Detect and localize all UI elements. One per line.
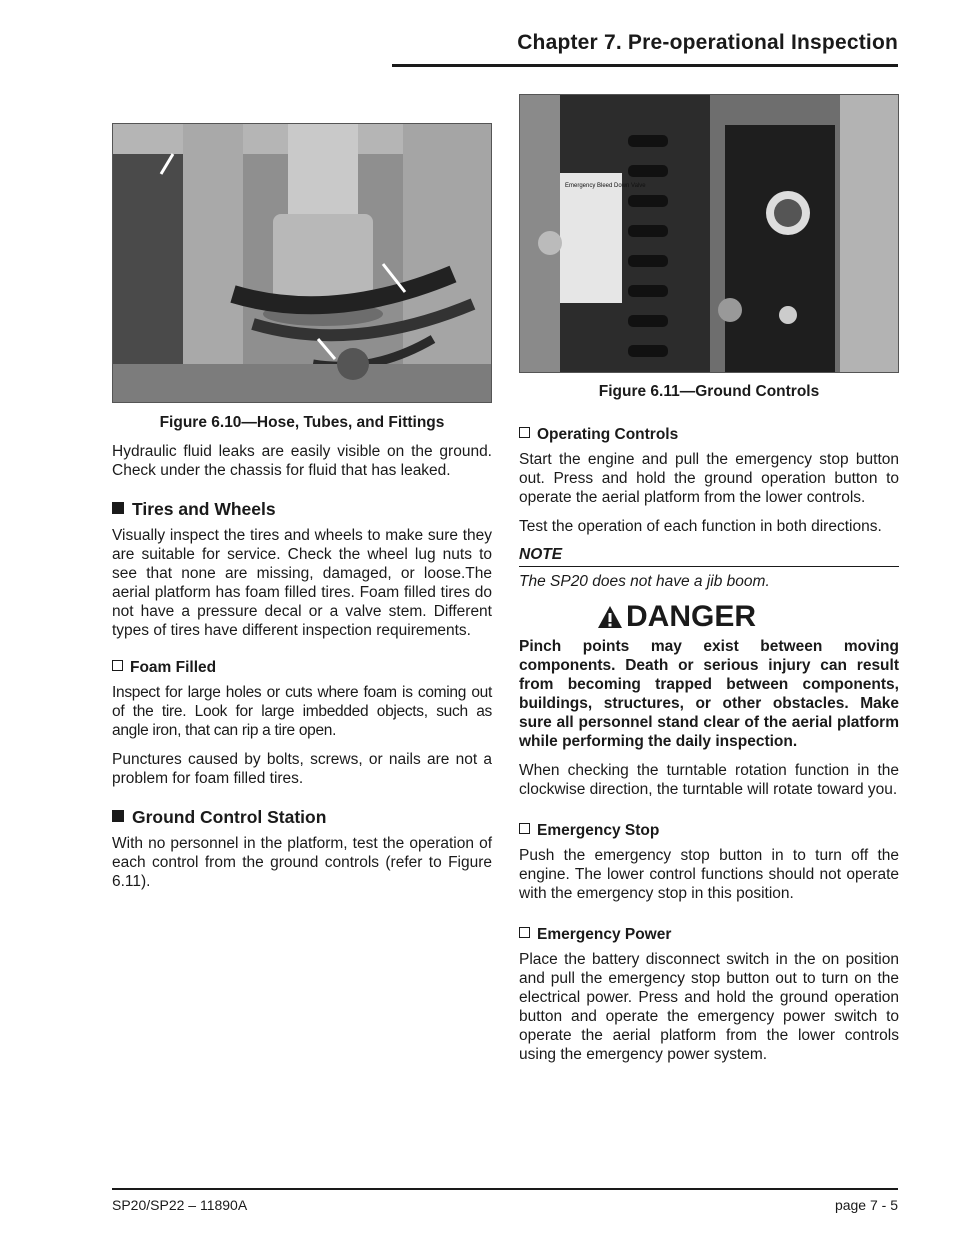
foam-filled-paragraph-1: Inspect for large holes or cuts where foam is coming out of the tire. Look for large imbedded objects, such as angle iron, that can rip a tire open. [112,684,492,739]
checkbox-bullet-icon [519,427,530,438]
emergency-stop-heading [519,821,899,840]
turntable-paragraph: When checking the turntable rotation function in the clockwise direction, the turntable will rotate toward you. [519,762,899,798]
note-heading: NOTE [519,546,899,567]
danger-label: DANGER [626,600,757,633]
danger-heading [597,601,899,633]
ground-control-station-heading [112,806,492,828]
danger-text: Pinch points may exist between moving components. Death or serious injury can result from becoming trapped between components, buildings, structures, or other obstacles. Make sure all personnel stand clear of the aerial platform while performing the daily inspection. [519,638,899,750]
operating-controls-heading [519,425,899,444]
right-column [519,425,899,1074]
operating-controls-paragraph-2: Test the operation of each function in both directions. [519,518,882,535]
tires-wheels-heading [112,498,492,520]
emergency-stop-paragraph: Push the emergency stop button in to turn off the engine. The lower control functions should not operate with the emergency stop in this position. [519,847,899,902]
footer-rule [112,1188,898,1190]
warning-triangle-icon [597,605,623,629]
emergency-stop-heading-text: Emergency Stop [537,822,660,839]
footer-page-number: page 7 - 5 [834,1197,898,1213]
foam-filled-paragraph-2: Punctures caused by bolts, screws, or nails are not a problem for foam filled tires. [112,751,492,787]
tires-wheels-heading-text: Tires and Wheels [132,499,276,519]
emergency-power-heading [519,925,899,944]
ground-control-station-heading-text: Ground Control Station [132,807,327,827]
hydraulic-leaks-paragraph: Hydraulic fluid leaks are easily visible on the ground. Check under the chassis for fluid that has leaked. [112,443,492,479]
emergency-power-paragraph: Place the battery disconnect switch in the on position and pull the emergency stop button out to turn on the electrical power. Press and hold the ground operation button and operate the emergency power switch to operate the aerial platform from the lower controls using the emergency power system. [519,951,899,1063]
foam-filled-heading-text: Foam Filled [130,659,217,676]
note-text: The SP20 does not have a jib boom. [519,573,770,590]
tires-wheels-paragraph: Visually inspect the tires and wheels to make sure they are suitable for service. Check the wheel lug nuts to see that none are missing, damaged, or loose.The aerial platform has foam filled tires. Foam filled tires do not have a pressure decal or a valve stem. Different types of tires have different inspection requirements. [112,527,492,639]
square-bullet-icon [112,810,124,822]
figure-6-11-caption: Figure 6.11—Ground Controls [598,383,820,400]
figure-6-10-caption: Figure 6.10—Hose, Tubes, and Fittings [159,414,445,431]
operating-controls-heading-text: Operating Controls [537,426,679,443]
operating-controls-paragraph-1: Start the engine and pull the emergency stop button out. Press and hold the ground operation button to operate the aerial platform from the lower controls. [519,451,899,506]
figure-6-11-photo [519,94,899,373]
checkbox-bullet-icon [519,823,530,834]
left-column [112,442,492,901]
checkbox-bullet-icon [519,927,530,938]
checkbox-bullet-icon [112,660,123,671]
bleed-valve-label: Emergency Bleed Down Valve [565,183,646,189]
chapter-title: Chapter 7. Pre-operational Inspection [517,31,898,54]
foam-filled-heading [112,658,492,677]
emergency-power-heading-text: Emergency Power [537,926,672,943]
figure-6-10-photo [112,123,492,403]
header-rule [392,64,898,67]
footer-model: SP20/SP22 – 11890A [112,1197,248,1213]
square-bullet-icon [112,502,124,514]
ground-control-station-paragraph: With no personnel in the platform, test the operation of each control from the ground controls (refer to Figure 6.11). [112,835,492,890]
